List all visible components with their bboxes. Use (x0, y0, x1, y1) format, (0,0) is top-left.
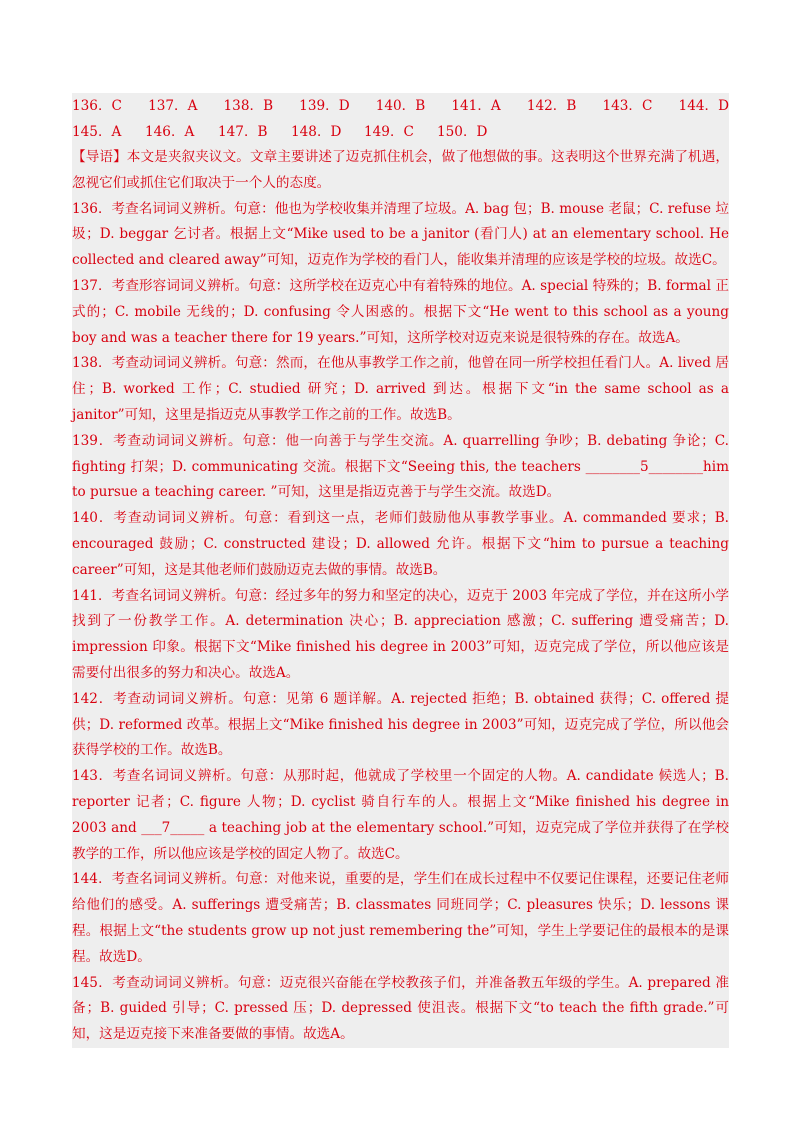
answer-key (72, 93, 729, 145)
answer-row-1 (72, 93, 729, 119)
explanation-141: 141．考查名词词义辨析。句意：经过多年的努力和坚定的决心，迈克于 2003 年完成了学位，并在这所小学找到了一份教学工作。A. determination 决心；B. appreciation 感激；C. suffering 遭受痛苦；D. impression 印象。根据下文“Mike finished his degree in 2003”可知，迈克完成了学位，所以他应该是需要付出很多的努力和决心。故选A。 (72, 587, 729, 681)
explanation-136: 136．考查名词词义辨析。句意：他也为学校收集并清理了垃圾。A. bag 包；B. mouse 老鼠；C. refuse 垃圾；D. beggar 乞讨者。根据上文“Mike used to be a janitor (看门人) at an elementary school. He collected and cleared away”可知，迈克作为学校的看门人，能收集并清理的应该是学校的垃圾。故选C。 (72, 200, 729, 269)
answer-138: 138．B (223, 98, 274, 114)
answer-146: 146．A (145, 124, 195, 140)
explanation-137: 137．考查形容词词义辨析。句意：这所学校在迈克心中有着特殊的地位。A. special 特殊的；B. formal 正式的；C. mobile 无线的；D. confusing 令人困惑的。根据下文“He went to this school as a young boy and was a teacher there for 19 years.”可知，这所学校对迈克来说是很特殊的存在。故选A。 (72, 277, 729, 346)
answer-147: 147．B (218, 124, 268, 140)
explanation-140: 140．考查动词词义辨析。句意：看到这一点，老师们鼓励他从事教学事业。A. commanded 要求；B. encouraged 鼓励；C. constructed 建设；D. allowed 允许。根据下文“him to pursue a teaching career”可知，这是其他老师们鼓励迈克去做的事情。故选B。 (72, 510, 729, 578)
answer-145: 145．A (72, 124, 122, 140)
answer-143: 143．C (602, 98, 653, 114)
explanation-138: 138．考查动词词义辨析。句意：然而，在他从事教学工作之前，他曾在同一所学校担任看门人。A. lived 居住；B. worked 工作；C. studied 研究；D. arrived 到达。根据下文“in the same school as a janitor”可知，这里是指迈克从事教学工作之前的工作。故选B。 (72, 355, 729, 423)
explanation-142: 142．考查动词词义辨析。句意：见第 6 题详解。A. rejected 拒绝；B. obtained 获得；C. offered 提供；D. reformed 改革。根据上文“Mike finished his degree in 2003”可知，迈克完成了学位，所以他会获得学校的工作。故选B。 (72, 690, 729, 759)
explanation-144: 144．考查名词词义辨析。句意：对他来说，重要的是，学生们在成长过程中不仅要记住课程，还要记住老师给他们的感受。A. sufferings 遭受痛苦；B. classmates 同班同学；C. pleasures 快乐；D. lessons 课程。根据上文“the students grow up not just remembering the”可知，学生上学要记住的最根本的是课程。故选D。 (72, 871, 729, 965)
answer-140: 140．B (375, 98, 426, 114)
answer-141: 141．A (451, 98, 501, 114)
answer-148: 148．D (291, 124, 342, 140)
answer-137: 137．A (148, 98, 198, 114)
answer-row-2 (72, 119, 729, 145)
lead-paragraph: 【导语】本文是夹叙夹议文。文章主要讲述了迈克抓住机会，做了他想做的事。这表明这个世界充满了机遇，忽视它们或抓住它们取决于一个人的态度。 (72, 149, 729, 191)
answer-136: 136．C (72, 98, 122, 114)
explanation-139: 139．考查动词词义辨析。句意：他一向善于与学生交流。A. quarrelling 争吵；B. debating 争论；C. fighting 打架；D. communicating 交流。根据下文“Seeing this, the teachers ________5________him to pursue a teaching career. ”可知，这里是指迈克善于与学生交流。故选D。 (72, 432, 729, 501)
explanation-145: 145．考查动词词义辨析。句意：迈克很兴奋能在学校教孩子们，并准备教五年级的学生。A. prepared 准备；B. guided 引导；C. pressed 压；D. depressed 使沮丧。根据下文“to teach the fifth grade.”可知，这是迈克接下来准备要做的事情。故选A。 (72, 974, 729, 1043)
answer-150: 150．D (437, 124, 488, 140)
answer-144: 144．D (678, 98, 729, 114)
answer-149: 149．C (364, 124, 414, 140)
answer-142: 142．B (526, 98, 577, 114)
answer-139: 139．D (299, 98, 350, 114)
explanation-143: 143．考查名词词义辨析。句意：从那时起，他就成了学校里一个固定的人物。A. candidate 候选人；B. reporter 记者；C. figure 人物；D. cyclist 骑自行车的人。根据上文“Mike finished his degree in 2003 and ___7_____ a teaching job at the elementary school.”可知，迈克完成了学位并获得了在学校教学的工作，所以他应该是学校的固定人物了。故选C。 (72, 768, 729, 862)
answer-explanation-page (72, 93, 729, 1048)
